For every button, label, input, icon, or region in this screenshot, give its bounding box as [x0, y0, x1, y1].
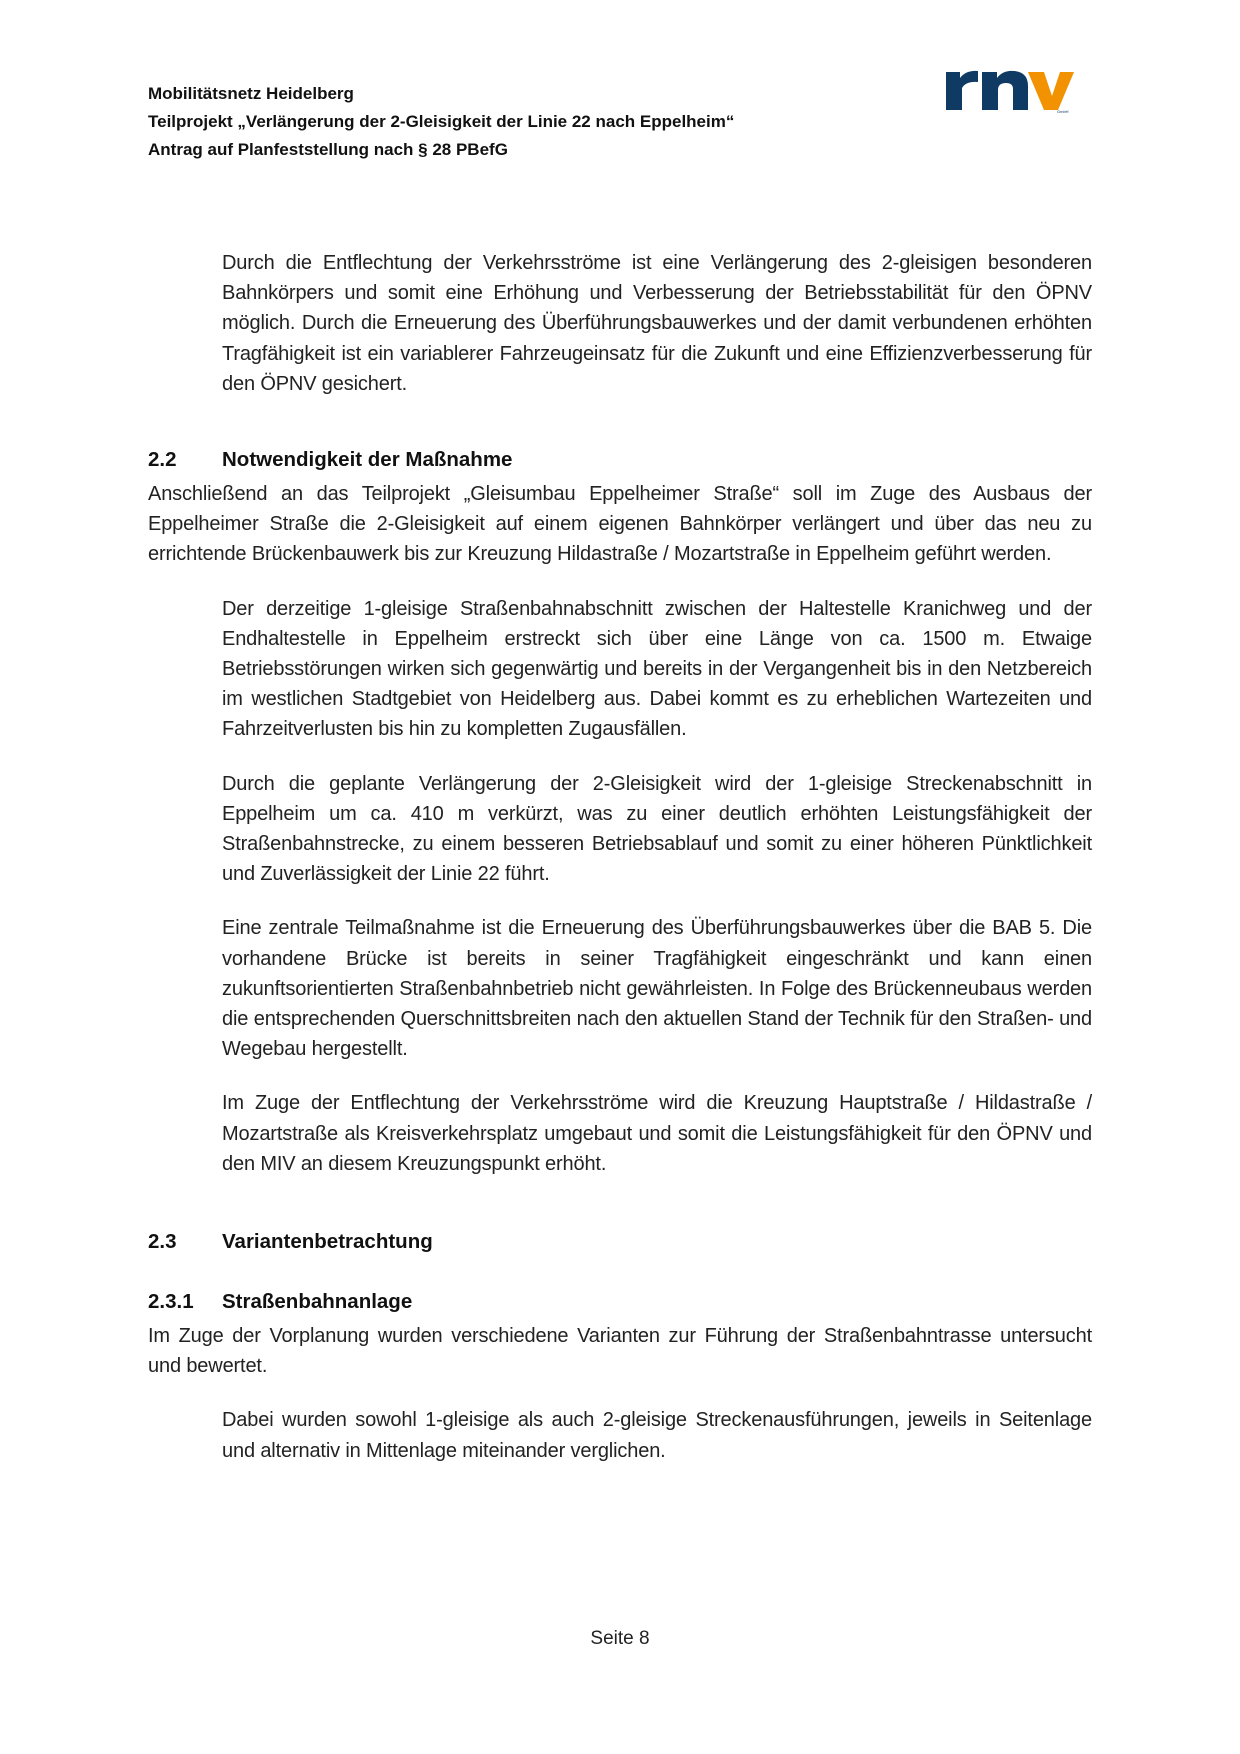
section-title: Notwendigkeit der Maßnahme — [222, 448, 513, 472]
paragraph: Anschließend an das Teilprojekt „Gleisumbau Eppelheimer Straße“ soll im Zuge des Ausbaus der Eppelheimer Straße die 2-Gleisigkeit auf einem eigenen Bahnkörper verlängert und über das neu zu errichtende Brückenbauwerk bis zur Kreuzung Hildastraße / Mozartstraße in Eppelheim geführt werden. — [148, 483, 1092, 566]
paragraph: Eine zentrale Teilmaßnahme ist die Erneuerung des Überführungsbauwerkes über die BAB 5. Die vorhandene Brücke ist bereits in seiner Tragfähigkeit eingeschränkt und kann einen zukunftsorientierten Straßenbahnbetrieb nicht gewährleisten. In Folge des Brückenneubaus werden die entsprechenden Querschnittsbreiten nach den aktuellen Stand der Technik für den Straßen- und Wegebau hergestellt. — [222, 917, 1092, 1061]
page-number: Seite 8 — [590, 1628, 650, 1649]
section-heading-2-2 — [148, 445, 1092, 475]
section-title: Straßenbahnanlage — [222, 1290, 413, 1314]
document-body — [148, 248, 1092, 1466]
paragraph: Durch die geplante Verlängerung der 2-Gleisigkeit wird der 1-gleisige Streckenabschnitt in Eppelheim um ca. 410 m verkürzt, was zu einer deutlich erhöhten Leistungsfähigkeit der Straßenbahnstrecke, zu einem besseren Betriebsablauf und somit zu einer höheren Pünktlichkeit und Zuverlässigkeit der Linie 22 führt. — [222, 772, 1092, 886]
intro-paragraph: Durch die Entflechtung der Verkehrsströme ist eine Verlängerung des 2-gleisigen besonderen Bahnkörpers und somit eine Erhöhung und Verbesserung der Betriebsstabilität für den ÖPNV möglich. Durch die Erneuerung des Überführungsbauwerkes und der damit verbundenen erhöhten Tragfähigkeit ist ein variablerer Fahrzeugeinsatz für die Zukunft und eine Effizienzverbesserung für den ÖPNV gesichert. — [222, 252, 1092, 395]
header-project-name: Mobilitätsnetz Heidelberg — [148, 84, 354, 103]
section-heading-2-3-1 — [148, 1287, 1092, 1317]
section-number: 2.2 — [148, 448, 177, 472]
section-number: 2.3.1 — [148, 1290, 194, 1314]
header-subproject: Teilprojekt „Verlängerung der 2-Gleisigkeit der Linie 22 nach Eppelheim“ — [148, 112, 735, 131]
paragraph: Der derzeitige 1-gleisige Straßenbahnabschnitt zwischen der Haltestelle Kranichweg und der Endhaltestelle in Eppelheim erstreckt sich über eine Länge von ca. 1500 m. Etwaige Betriebsstörungen wirken sich gegenwärtig und bereits in der Vergangenheit bis in den Netzbereich im westlichen Stadtgebiet von Heidelberg aus. Dabei kommt es zu erheblichen Wartezeiten und Fahrzeitverlusten bis hin zu kompletten Zugausfällen. — [222, 597, 1092, 741]
section-title: Variantenbetrachtung — [222, 1230, 433, 1254]
logo-suffix: GmbH — [1057, 109, 1069, 114]
section-heading-2-3 — [148, 1227, 1092, 1257]
paragraph: Im Zuge der Entflechtung der Verkehrsströme wird die Kreuzung Hauptstraße / Hildastraße / Mozartstraße als Kreisverkehrsplatz umgebaut und somit die Leistungsfähigkeit für den ÖPNV und den MIV an diesem Kreuzungspunkt erhöht. — [222, 1092, 1092, 1175]
rnv-logo — [944, 58, 1084, 114]
paragraph: Im Zuge der Vorplanung wurden verschiedene Varianten zur Führung der Straßenbahntrasse untersucht und bewertet. — [148, 1325, 1092, 1378]
section-number: 2.3 — [148, 1230, 177, 1254]
document-header — [148, 80, 734, 164]
paragraph: Dabei wurden sowohl 1-gleisige als auch 2-gleisige Streckenausführungen, jeweils in Seitenlage und alternativ in Mittenlage miteinander verglichen. — [222, 1409, 1092, 1462]
header-application: Antrag auf Planfeststellung nach § 28 PBefG — [148, 140, 508, 159]
